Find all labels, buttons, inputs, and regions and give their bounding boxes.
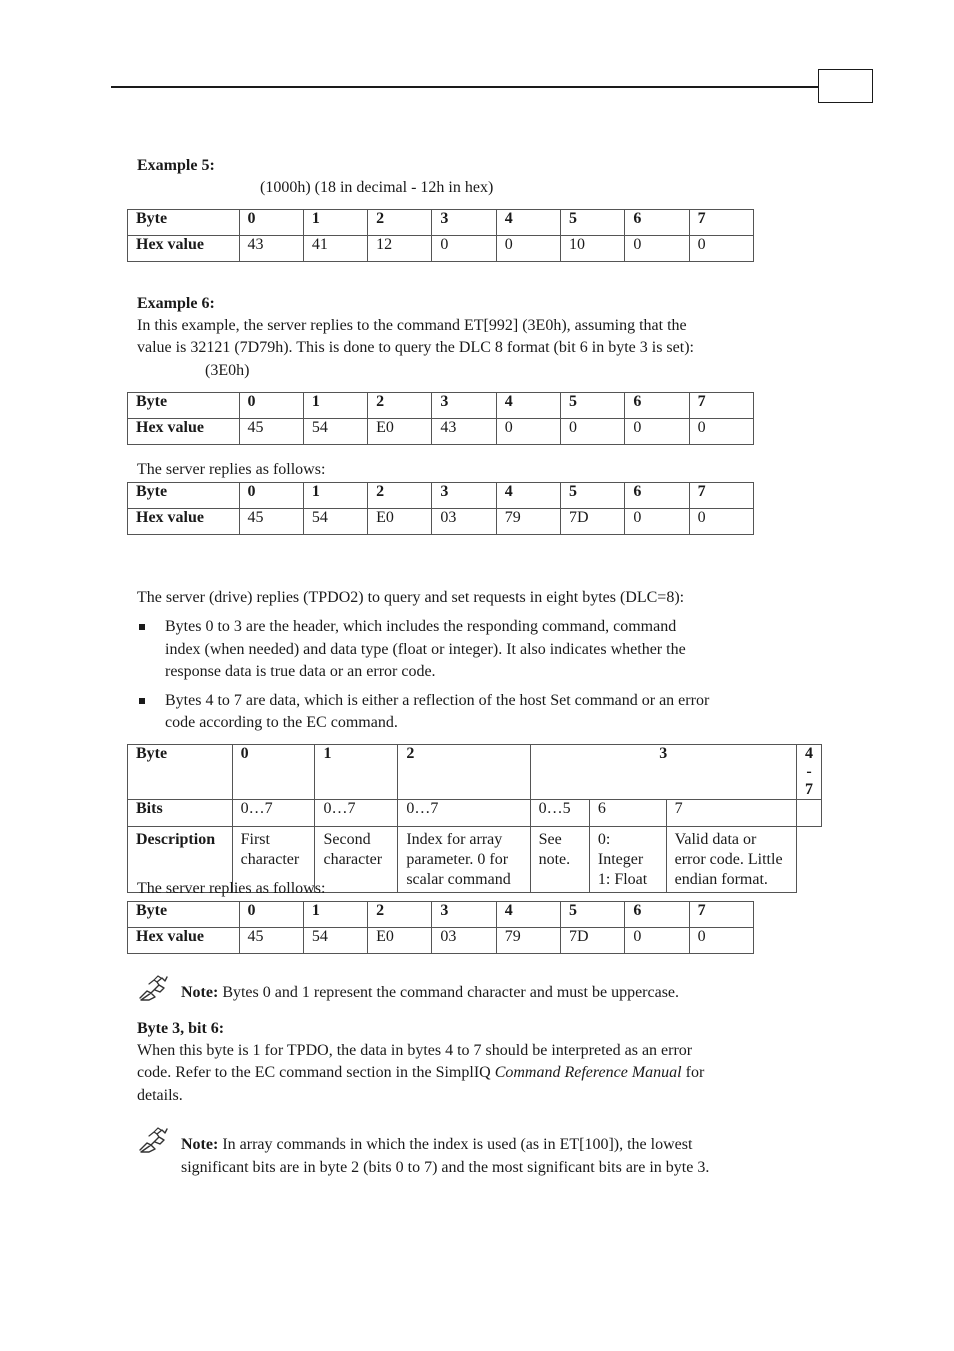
value-cell: 12 xyxy=(368,236,432,262)
desc-cell xyxy=(530,827,589,893)
note1 xyxy=(181,982,679,1005)
bullet-square-icon xyxy=(139,624,145,630)
note2-line2: significant bits are in byte 2 (bits 0 to 7) and the most significant bits are in byte 3. xyxy=(181,1159,710,1176)
byte-label-cell: Byte xyxy=(128,745,233,800)
byte3-heading: Byte 3, bit 6: xyxy=(137,1020,225,1037)
server-intro: The server (drive) replies (TPDO2) to query and set requests in eight bytes (DLC=8): xyxy=(137,589,685,606)
header-cell: 2 xyxy=(368,483,432,509)
value-cell: 10 xyxy=(561,236,625,262)
desc-line: See xyxy=(538,831,562,848)
value-cell: 54 xyxy=(303,419,367,445)
header-cell: 4 xyxy=(496,902,560,928)
bits-cell xyxy=(797,800,822,827)
header-cell: 7 xyxy=(689,210,753,236)
desc-line: 0: xyxy=(597,831,611,848)
example5-caption: (1000h) (18 in decimal - 12h in hex) xyxy=(260,179,494,196)
value-cell: E0 xyxy=(368,509,432,535)
header-cell: Byte xyxy=(128,902,240,928)
header-cell: 3 xyxy=(432,902,496,928)
table-row xyxy=(128,236,754,262)
value-cell: 0 xyxy=(689,419,753,445)
value-cell: 0 xyxy=(625,928,689,954)
list-item xyxy=(137,616,827,684)
list-item xyxy=(137,690,827,735)
note2-text: In array commands in which the index is used (as in ET[100]), the lowest xyxy=(218,1136,693,1153)
value-cell: 7D xyxy=(561,509,625,535)
value-cell: 0 xyxy=(689,236,753,262)
table-row xyxy=(128,928,754,954)
server-reply-table xyxy=(127,901,754,954)
header-cell: 0 xyxy=(239,210,303,236)
desc-line: character xyxy=(323,851,383,868)
value-cell: 03 xyxy=(432,509,496,535)
value-cell: 45 xyxy=(239,928,303,954)
header-cell: 3 xyxy=(432,483,496,509)
desc-line: scalar command xyxy=(406,871,511,888)
desc-line: First xyxy=(240,831,270,848)
value-cell: 45 xyxy=(239,509,303,535)
bits-cell: 0…5 xyxy=(530,800,589,827)
row-label-cell: Hex value xyxy=(128,928,240,954)
example6-reply-label: The server replies as follows: xyxy=(137,461,326,478)
example6-intro-line1: In this example, the server replies to the command ET[992] (3E0h), assuming that the xyxy=(137,317,687,334)
value-cell: 0 xyxy=(432,236,496,262)
table-row xyxy=(128,210,754,236)
header-cell: 2 xyxy=(368,210,432,236)
value-cell: 0 xyxy=(625,236,689,262)
desc-line: Valid data or xyxy=(674,831,757,848)
example6-reply-table xyxy=(127,482,754,535)
header-cell: 5 xyxy=(561,210,625,236)
header-cell: Byte xyxy=(128,393,240,419)
bits-label-cell: Bits xyxy=(128,800,233,827)
header-cell: 5 xyxy=(561,902,625,928)
value-cell: E0 xyxy=(368,419,432,445)
bits-cell: 6 xyxy=(589,800,666,827)
desc-line: parameter. 0 for xyxy=(406,851,509,868)
bullet-line: response data is true data or an error code. xyxy=(165,663,436,680)
header-rule xyxy=(111,86,819,88)
value-cell: 41 xyxy=(303,236,367,262)
byte-col-cell: 1 xyxy=(315,745,398,800)
value-cell: 7D xyxy=(561,928,625,954)
bits-cell: 0…7 xyxy=(232,800,315,827)
value-cell: 79 xyxy=(496,928,560,954)
desc-line: endian format. xyxy=(674,871,768,888)
row-label-cell: Hex value xyxy=(128,509,240,535)
header-cell: 7 xyxy=(689,483,753,509)
header-cell: 6 xyxy=(625,483,689,509)
table-row xyxy=(128,745,822,800)
bits-cell: 7 xyxy=(666,800,796,827)
server-reply-label: The server replies as follows: xyxy=(137,880,326,897)
header-cell: 5 xyxy=(561,483,625,509)
header-cell: 0 xyxy=(239,902,303,928)
value-cell: 43 xyxy=(432,419,496,445)
header-cell: 1 xyxy=(303,902,367,928)
table-row xyxy=(128,800,822,827)
byte3-line1: When this byte is 1 for TPDO, the data in bytes 4 to 7 should be interpreted as an error xyxy=(137,1042,693,1059)
desc-line: Integer xyxy=(597,851,644,868)
bits-cell: 0…7 xyxy=(398,800,530,827)
desc-label-cell: Description xyxy=(128,827,233,893)
example6-table xyxy=(127,392,754,445)
header-cell: 0 xyxy=(239,483,303,509)
value-cell: 0 xyxy=(625,419,689,445)
value-cell: 45 xyxy=(239,419,303,445)
byte3-line2-b: for xyxy=(681,1064,705,1081)
table-row xyxy=(128,419,754,445)
value-cell: E0 xyxy=(368,928,432,954)
bullet-line: Bytes 4 to 7 are data, which is either a reflection of the host Set command or an error xyxy=(165,691,710,709)
header-cell: 0 xyxy=(239,393,303,419)
byte-col-cell: 2 xyxy=(398,745,530,800)
value-cell: 54 xyxy=(303,928,367,954)
note-hand-icon xyxy=(137,972,169,1002)
value-cell: 54 xyxy=(303,509,367,535)
header-cell: 1 xyxy=(303,483,367,509)
table-row xyxy=(128,483,754,509)
table-row xyxy=(128,902,754,928)
desc-line: note. xyxy=(538,851,571,868)
value-cell: 0 xyxy=(689,928,753,954)
header-cell: 4 xyxy=(496,210,560,236)
header-cell: 5 xyxy=(561,393,625,419)
desc-cell xyxy=(315,827,398,893)
desc-cell xyxy=(589,827,666,893)
desc-line: Index for array xyxy=(406,831,503,848)
byte3-line2-a: code. Refer to the EC command section in the SimplIQ xyxy=(137,1064,495,1081)
row-label-cell: Hex value xyxy=(128,419,240,445)
header-cell: 3 xyxy=(432,210,496,236)
example5-heading: Example 5: xyxy=(137,157,215,174)
example5-table xyxy=(127,209,754,262)
header-cell: Byte xyxy=(128,210,240,236)
header-cell: 6 xyxy=(625,210,689,236)
value-cell: 0 xyxy=(689,509,753,535)
table-row xyxy=(128,393,754,419)
value-cell: 79 xyxy=(496,509,560,535)
header-cell: 3 xyxy=(432,393,496,419)
byte3-manual-title: Command Reference Manual xyxy=(494,1064,682,1081)
page-number-box xyxy=(818,69,873,103)
header-cell: 7 xyxy=(689,902,753,928)
bullet-list xyxy=(137,616,827,741)
table-row xyxy=(128,509,754,535)
value-cell: 0 xyxy=(496,419,560,445)
bullet-line: index (when needed) and data type (float or integer). It also indicates whether the xyxy=(165,640,686,658)
example6-intro-line2: value is 32121 (7D79h). This is done to query the DLC 8 format (bit 6 in byte 3 is set): xyxy=(137,339,694,356)
bullet-line: code according to the EC command. xyxy=(165,714,398,731)
value-cell: 0 xyxy=(561,419,625,445)
bullet-square-icon xyxy=(139,698,145,704)
header-cell: 4 xyxy=(496,393,560,419)
bullet-line: Bytes 0 to 3 are the header, which includes the responding command, command xyxy=(165,618,677,635)
header-cell: 7 xyxy=(689,393,753,419)
header-cell: 1 xyxy=(303,393,367,419)
note2-line1 xyxy=(181,1134,692,1157)
note2-label: Note: xyxy=(181,1136,219,1153)
note-hand-icon xyxy=(137,1124,169,1154)
byte-col-cell: 0 xyxy=(232,745,315,800)
desc-line: 1: Float xyxy=(597,871,648,888)
header-cell: 2 xyxy=(368,393,432,419)
desc-line: Second xyxy=(323,831,371,848)
value-cell: 0 xyxy=(496,236,560,262)
value-cell: 03 xyxy=(432,928,496,954)
bits-cell: 0…7 xyxy=(315,800,398,827)
header-cell: 4 xyxy=(496,483,560,509)
reply-format-table xyxy=(127,744,822,893)
value-cell: 43 xyxy=(239,236,303,262)
header-cell: Byte xyxy=(128,483,240,509)
example6-caption: (3E0h) xyxy=(205,362,250,379)
byte-col-cell: 3 xyxy=(530,745,796,800)
value-cell: 0 xyxy=(625,509,689,535)
byte3-line2 xyxy=(137,1062,704,1085)
row-label-cell: Hex value xyxy=(128,236,240,262)
desc-cell xyxy=(666,827,796,893)
desc-cell xyxy=(398,827,530,893)
header-cell: 6 xyxy=(625,902,689,928)
header-cell: 2 xyxy=(368,902,432,928)
note1-text: Bytes 0 and 1 represent the command character and must be uppercase. xyxy=(218,984,680,1001)
desc-line: error code. Little xyxy=(674,851,783,868)
byte3-line3: details. xyxy=(137,1087,183,1104)
header-cell: 1 xyxy=(303,210,367,236)
example6-heading: Example 6: xyxy=(137,295,215,312)
desc-line: character xyxy=(240,851,300,868)
note1-label: Note: xyxy=(181,984,219,1001)
byte-col-cell: 4 - 7 xyxy=(797,745,822,800)
header-cell: 6 xyxy=(625,393,689,419)
